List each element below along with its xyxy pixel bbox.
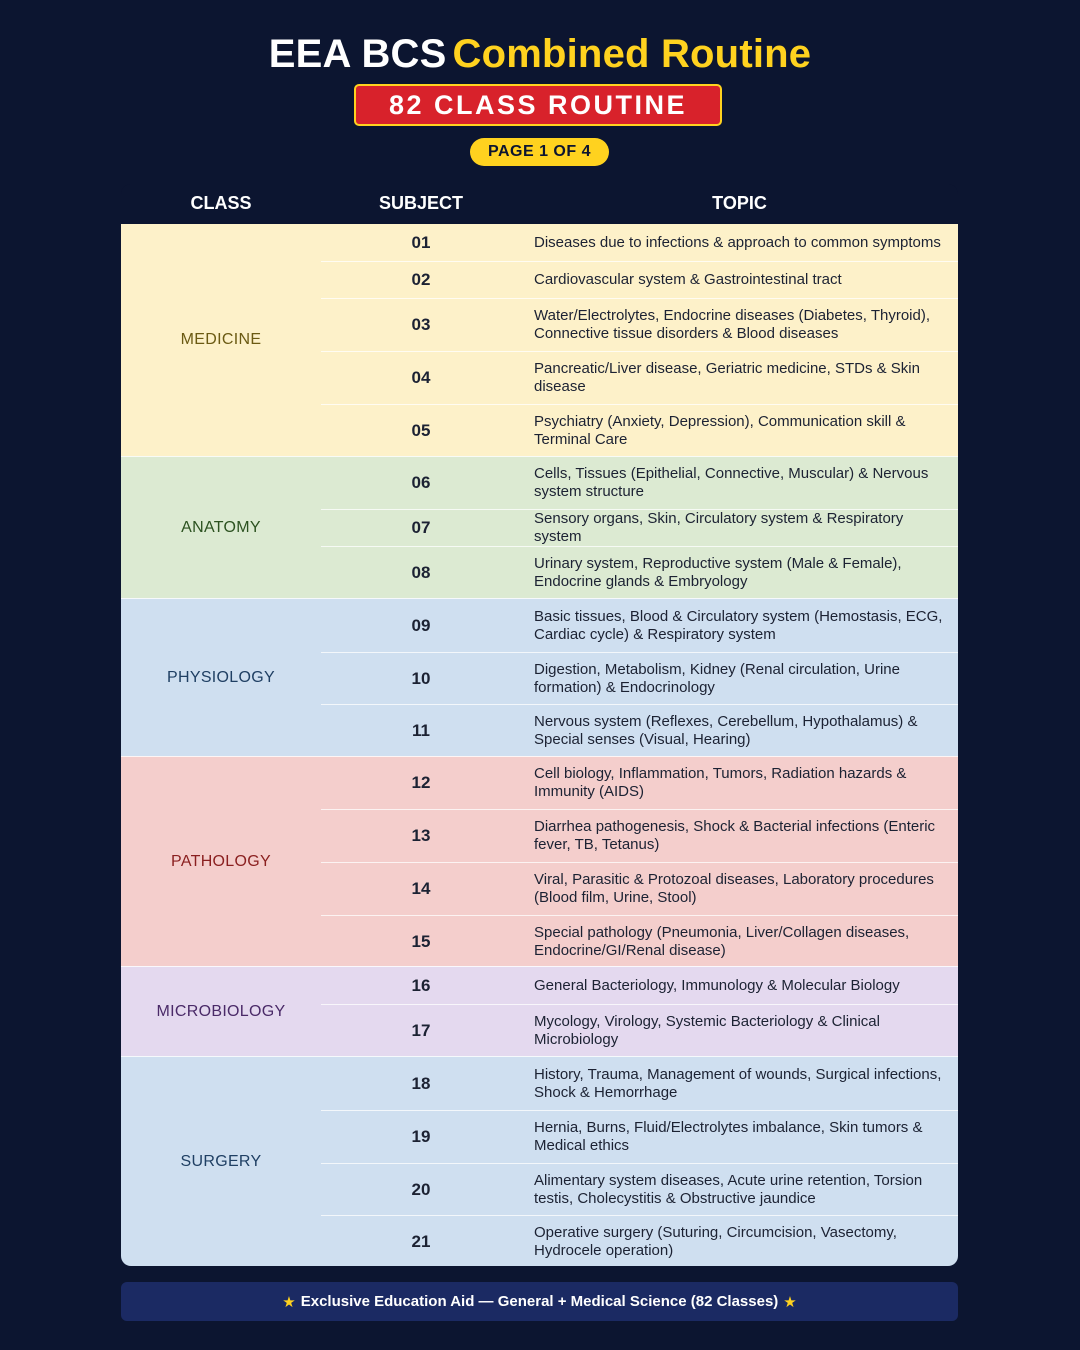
- topic-text: Basic tissues, Blood & Circulatory system (Hemostasis, ECG, Cardiac cycle) & Respiratory system: [534, 607, 943, 643]
- star-icon: ★: [282, 1293, 296, 1311]
- subject-number: 19: [411, 1127, 431, 1146]
- table-row: [321, 652, 958, 704]
- group-medicine: [121, 224, 958, 456]
- title-white: EEA BCS: [268, 32, 447, 76]
- topic-text: Cell biology, Inflammation, Tumors, Radiation hazards & Immunity (AIDS): [534, 765, 907, 800]
- group-physiology: [121, 598, 958, 756]
- class-label: SURGERY: [180, 1152, 262, 1170]
- class-label: MICROBIOLOGY: [156, 1002, 286, 1020]
- subject-number: 08: [411, 563, 431, 582]
- topic-text: Water/Electrolytes, Endocrine diseases (Diabetes, Thyroid), Connective tissue disorders & Blood diseases: [534, 307, 930, 342]
- subject-number: 12: [411, 773, 431, 792]
- class-label: MEDICINE: [180, 331, 262, 348]
- subject-number: 03: [411, 315, 431, 334]
- subject-number: 21: [411, 1231, 431, 1251]
- table-row: [321, 509, 958, 546]
- table-row: [321, 298, 958, 351]
- topic-text: Nervous system (Reflexes, Cerebellum, Hypothalamus) & Special senses (Visual, Hearing): [534, 713, 918, 748]
- topic-text: Hernia, Burns, Fluid/Electrolytes imbalance, Skin tumors & Medical ethics: [534, 1119, 923, 1154]
- table-row: [321, 457, 958, 509]
- topic-text: General Bacteriology, Immunology & Molecular Biology: [534, 976, 900, 994]
- page-header: [0, 28, 1080, 80]
- page-indicator: PAGE 1 OF 4: [470, 138, 609, 166]
- class-routine-badge: 82 CLASS ROUTINE: [354, 84, 722, 126]
- subject-number: 06: [411, 473, 431, 492]
- group-anatomy: [121, 456, 958, 598]
- table-row: [321, 599, 958, 652]
- subject-number: 09: [411, 615, 431, 635]
- table-row: [321, 404, 958, 456]
- class-label: PHYSIOLOGY: [167, 668, 275, 686]
- table-row: [321, 915, 958, 967]
- group-surgery: [121, 1056, 958, 1266]
- topic-text: Operative surgery (Suturing, Circumcision, Vasectomy, Hydrocele operation): [534, 1223, 897, 1259]
- subject-number: 04: [411, 368, 431, 387]
- table-row: [321, 1057, 958, 1110]
- table-row: [321, 757, 958, 809]
- topic-text: Cells, Tissues (Epithelial, Connective, Muscular) & Nervous system structure: [534, 465, 929, 500]
- topic-text: Diarrhea pathogenesis, Shock & Bacterial infections (Enteric fever, TB, Tetanus): [534, 818, 936, 853]
- topic-text: Pancreatic/Liver disease, Geriatric medicine, STDs & Skin disease: [534, 360, 920, 395]
- table-row: [321, 261, 958, 298]
- subject-number: 05: [411, 420, 431, 440]
- table-row: [321, 1215, 958, 1266]
- table-row: [321, 704, 958, 757]
- topic-text: History, Trauma, Management of wounds, Surgical infections, Shock & Hemorrhage: [534, 1065, 942, 1101]
- table-row: [321, 351, 958, 404]
- class-label: PATHOLOGY: [171, 852, 271, 870]
- table-row: [321, 546, 958, 599]
- subject-number: 02: [411, 270, 431, 289]
- routine-table: [121, 184, 958, 1266]
- group-pathology: [121, 756, 958, 966]
- subject-number: 07: [411, 518, 431, 537]
- topic-text: Cardiovascular system & Gastrointestinal tract: [534, 271, 842, 288]
- topic-text: Urinary system, Reproductive system (Male & Female), Endocrine glands & Embryology: [534, 555, 902, 590]
- subject-number: 11: [412, 721, 430, 740]
- topic-text: Sensory organs, Skin, Circulatory system & Respiratory system: [534, 510, 904, 545]
- table-row: [321, 1163, 958, 1215]
- subject-number: 17: [411, 1021, 431, 1040]
- table-row: [321, 809, 958, 862]
- footer-text: Exclusive Education Aid — General + Medical Science (82 Classes): [300, 1293, 779, 1310]
- subject-number: 14: [411, 879, 431, 898]
- column-header-class: CLASS: [190, 193, 252, 213]
- title-yellow: Combined Routine: [452, 32, 812, 76]
- topic-text: Mycology, Virology, Systemic Bacteriology & Clinical Microbiology: [534, 1013, 880, 1048]
- subject-number: 16: [411, 975, 431, 995]
- table-row: [321, 862, 958, 915]
- subject-number: 18: [411, 1073, 431, 1093]
- topic-text: Special pathology (Pneumonia, Liver/Collagen diseases, Endocrine/GI/Renal disease): [534, 923, 910, 959]
- topic-text: Diseases due to infections & approach to common symptoms: [534, 233, 941, 251]
- table-row: [321, 1004, 958, 1057]
- group-microbiology: [121, 966, 958, 1056]
- topic-text: Psychiatry (Anxiety, Depression), Communication skill & Terminal Care: [534, 412, 906, 448]
- subject-number: 15: [411, 931, 431, 951]
- table-row: [321, 224, 958, 261]
- star-icon: ★: [783, 1293, 797, 1311]
- column-header-topic: TOPIC: [712, 193, 767, 213]
- subject-number: 20: [411, 1179, 431, 1199]
- topic-text: Viral, Parasitic & Protozoal diseases, Laboratory procedures (Blood film, Urine, Stool): [534, 871, 934, 906]
- column-header-subject: SUBJECT: [378, 193, 463, 213]
- table-row: [321, 1110, 958, 1163]
- subject-number: 01: [411, 232, 431, 252]
- class-label: ANATOMY: [181, 518, 261, 536]
- table-header: [121, 184, 958, 224]
- table-row: [321, 967, 958, 1004]
- topic-text: Alimentary system diseases, Acute urine retention, Torsion testis, Cholecystitis & Obstructive jaundice: [534, 1171, 923, 1207]
- topic-text: Digestion, Metabolism, Kidney (Renal circulation, Urine formation) & Endocrinology: [534, 660, 900, 696]
- subject-number: 13: [411, 826, 431, 845]
- subject-number: 10: [411, 668, 431, 688]
- footer-banner: [121, 1282, 958, 1321]
- page-title: [0, 28, 1080, 80]
